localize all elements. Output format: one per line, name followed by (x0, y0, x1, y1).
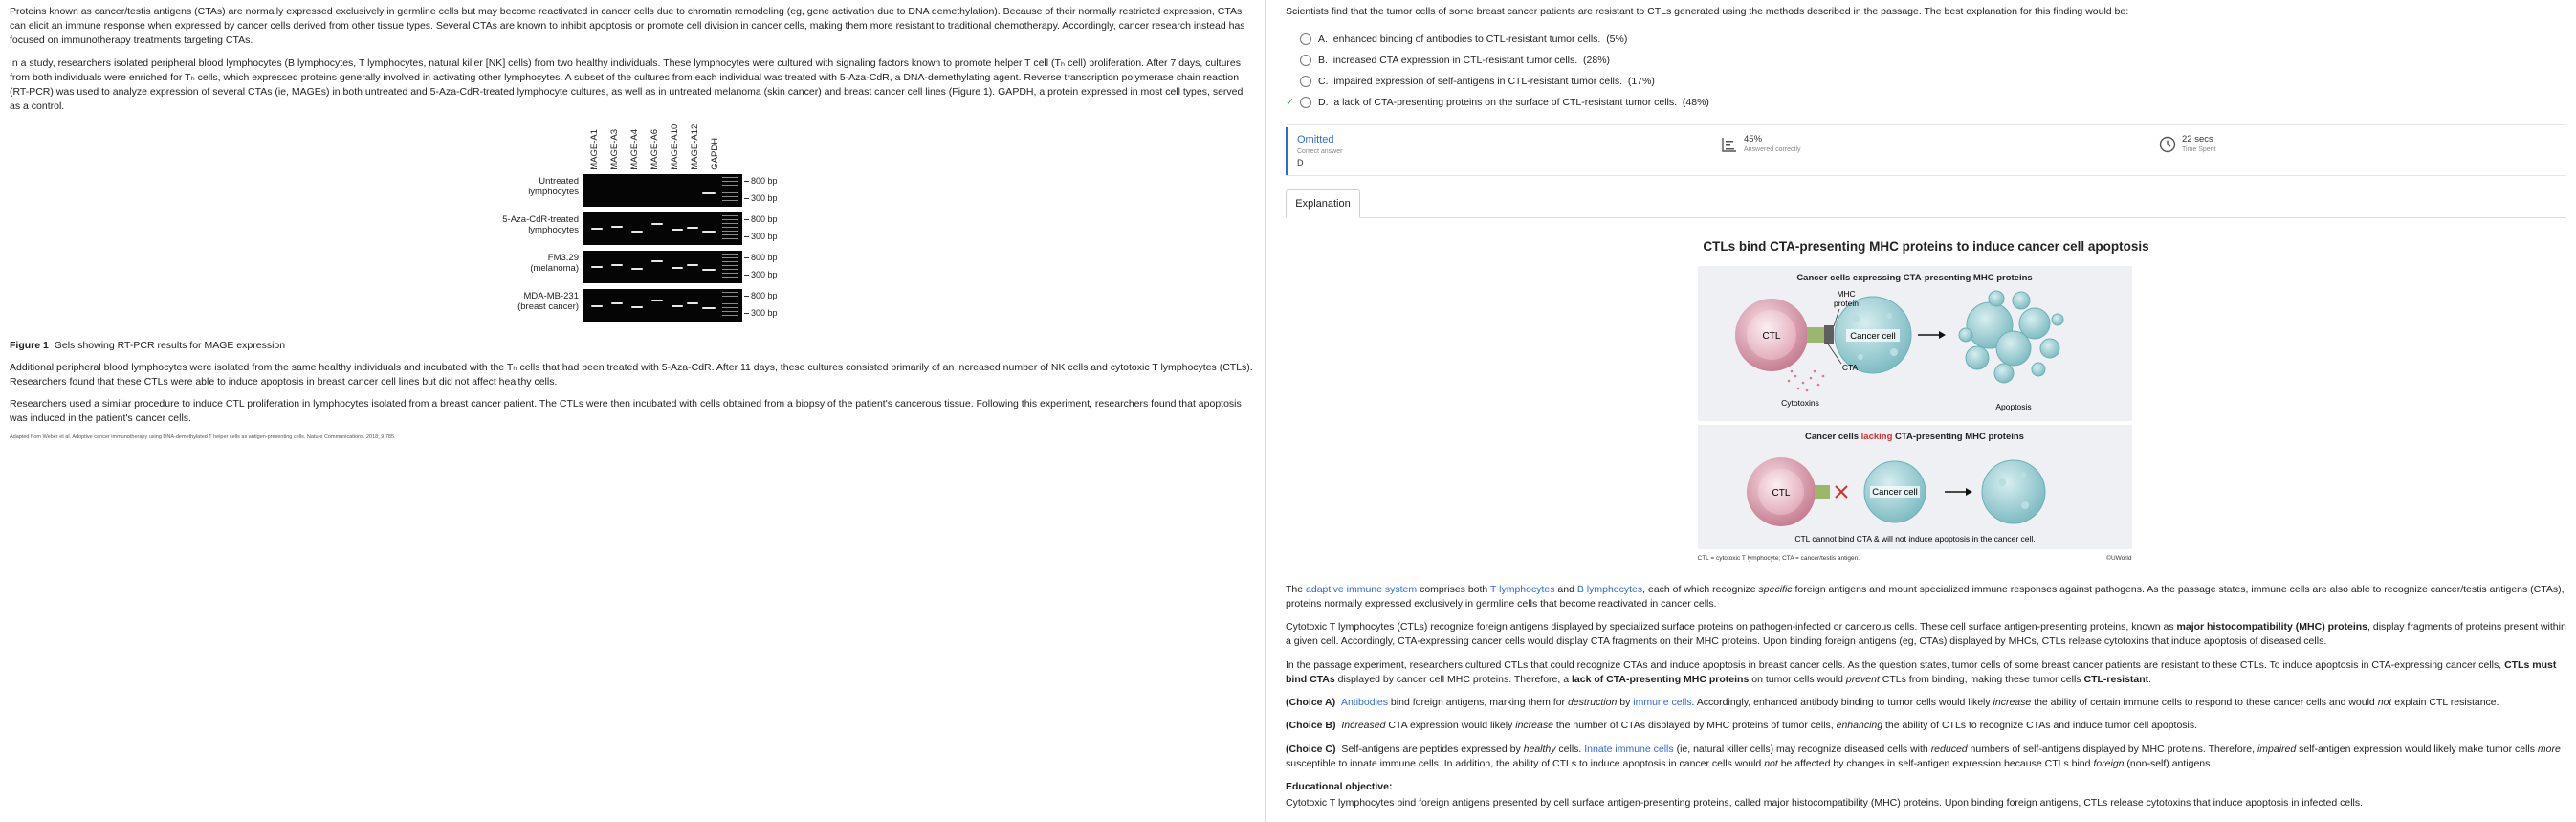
citation: Adapted from Weber et al. Adoptive cancer immunotherapy using DNA-demethylated T helper cells as antigen-presenting cells. Nature Communications. 2018; 9:785. (10, 433, 396, 440)
lane-label: MAGE-A4 (629, 128, 641, 170)
link-adaptive-immune-system[interactable]: adaptive immune system (1306, 583, 1418, 595)
radio-button[interactable] (1300, 55, 1311, 66)
svg-text:protein: protein (1833, 298, 1859, 308)
explanation-paragraph-3: In the passage experiment, researchers cultured CTLs that could recognize CTAs and induce apoptosis in breast cancer cells. As the question states, tumor cells of some breast cancer patients are resistant to these CTLs. To induce apoptosis in CTA-expressing cancer cells, CTLs must bind CTAs displayed by cancer cell MHC proteins. Therefore, a lack of CTA-presenting MHC proteins on tumor cells would prevent CTLs from binding, making these tumor cells CTL-resistant. (1286, 658, 2557, 685)
panel-divider[interactable] (1265, 0, 1266, 822)
gel-figure (10, 122, 1265, 333)
gel-row-melanoma (10, 251, 870, 283)
question-stem: Scientists find that the tumor cells of some breast cancer patients are resistant to CTLs generated using the methods described in the passage. The best explanation for this finding would be: (1286, 6, 2129, 17)
lane-label: MAGE-A3 (609, 128, 621, 170)
gel-row-untreated (10, 174, 870, 207)
ctl-no-binding-diagram (1698, 425, 2132, 549)
explanation-illustration (1698, 266, 2132, 564)
svg-text:Cancer cell: Cancer cell (1849, 330, 1896, 342)
passage-panel (0, 0, 1265, 822)
link-innate-immune-cells[interactable]: Innate immune cells (1584, 743, 1674, 755)
illustration-panel-no-binding (1698, 425, 2132, 549)
radio-button[interactable] (1300, 97, 1311, 108)
gel-row-breast-cancer (10, 289, 870, 322)
explanation-title: CTLs bind CTA-presenting MHC proteins to induce cancer cell apoptosis (1703, 239, 2149, 255)
bp-marker-800: 800 bp (744, 213, 778, 226)
illustration-title: Cancer cells expressing CTA-presenting MHC proteins (1796, 272, 2033, 283)
radio-button[interactable] (1300, 33, 1311, 45)
svg-text:CTL cannot bind CTA & will not: CTL cannot bind CTA & will not induce apoptosis in the cancer cell. (1794, 533, 2036, 544)
educational-objective-text: Cytotoxic T lymphocytes bind foreign antigens presented by cell surface antigen-presenting proteins, called major histocompatibility (MHC) proteins. Upon binding foreign antigens, CTLs release cytotoxins that induce apoptosis in infected cells. (1286, 797, 2364, 810)
svg-text:Cytotoxins: Cytotoxins (1780, 397, 1819, 408)
answer-choice-c[interactable]: C. impaired expression of self-antigens in CTL-resistant tumor cells. (17%) (1286, 71, 2566, 92)
explanation-paragraph-1: The adaptive immune system comprises both T lymphocytes and B lymphocytes, each of which recognize specific foreign antigens and mount specialized immune responses against pathogens. As the passage states, immune cells are also able to recognize cancer/testis antigens (CTAs), proteins normally expressed exclusively in germline cells that become reactivated in cancer cells. (1286, 583, 2565, 610)
ctl-binding-diagram (1698, 266, 2132, 421)
stat-answered-correctly: 45% Answered correctly (1744, 133, 1801, 154)
explanation-choice-a: (Choice A) Antibodies bind foreign antigens, marking them for destruction by immune cells. Accordingly, enhanced antibody binding to tumor cells would likely increase the ability of certain immune cells to respond to these cancer cells and would not explain CTL resistance. (1286, 697, 2499, 709)
question-panel (1276, 0, 2576, 822)
passage-paragraph-4: Researchers used a similar procedure to induce CTL proliferation in lymphocytes isolated from a breast cancer patient. The CTLs were then incubated with cells obtained from a biopsy of the patient's cancerous tissue. Following this experiment, researchers found that apoptosis was induced in the patient's cancer cells. (10, 398, 1242, 425)
lane-label: MAGE-A6 (650, 128, 661, 170)
gel-row-label: FM3.29 (melanoma) (530, 252, 579, 275)
bar-chart-icon (1721, 136, 1738, 153)
answer-choice-d[interactable]: ✓ D. a lack of CTA-presenting proteins on the surface of CTL-resistant tumor cells. (48%) (1286, 92, 2566, 113)
bp-marker-800: 800 bp (744, 175, 778, 188)
tab-bar (1286, 189, 2566, 218)
gel-row-label: 5-Aza-CdR-treated lymphocytes (502, 213, 579, 236)
status-accent (1286, 127, 1288, 175)
answer-choice-b[interactable]: B. increased CTA expression in CTL-resistant tumor cells. (28%) (1286, 50, 2566, 71)
answer-choice-a[interactable]: A. enhanced binding of antibodies to CTL-resistant tumor cells. (5%) (1286, 29, 2566, 50)
link-t-lymphocytes[interactable]: T lymphocytes (1490, 583, 1555, 595)
passage-paragraph-2: In a study, researchers isolated peripheral blood lymphocytes (B lymphocytes, T lymphocytes, natural killer [NK] cells) from two healthy individuals. These lymphocytes were cultured with signaling factors known to promote helper T cell (Tₕ cell) proliferation. After 7 days, cultures from both individuals were enriched for Tₕ cells, which expressed proteins generally involved in activating other lymphocytes. A subset of the cultures from each individual was treated with 5-Aza-CdR, a DNA-demethylating agent. Reverse transcription polymerase chain reaction (RT-PCR) was used to analyze expression of several CTAs (ie, MAGEs) in both untreated and 5-Aza-CdR-treated lymphocyte cultures, as well as in untreated melanoma (skin cancer) and breast cancer cell lines (Figure 1). GAPDH, a protein expressed in most cell types, served as a control. (10, 56, 1244, 113)
gel-image (583, 289, 742, 322)
illustration-footnote: CTL = cytotoxic T lymphocyte; CTA = cancer/testis antigen. (1697, 554, 1860, 562)
tab-explanation[interactable]: Explanation (1286, 189, 1360, 218)
lane-label: MAGE-A12 (690, 123, 701, 170)
bp-marker-800: 800 bp (744, 252, 778, 264)
stat-time-spent: 22 secs Time Spent (2182, 133, 2216, 154)
gel-row-label: Untreated lymphocytes (528, 175, 579, 198)
link-immune-cells[interactable]: immune cells (1633, 697, 1692, 709)
bp-marker-300: 300 bp (744, 231, 778, 243)
gel-row-treated (10, 212, 870, 245)
link-antibodies[interactable]: Antibodies (1340, 697, 1389, 709)
illustration-title: Cancer cells lacking CTA-presenting MHC proteins (1805, 431, 2024, 442)
bp-marker-300: 300 bp (744, 269, 778, 281)
svg-text:MHC: MHC (1836, 288, 1856, 299)
gel-row-label: MDA-MB-231 (breast cancer) (517, 290, 579, 313)
gel-image (583, 251, 742, 283)
svg-text:CTA: CTA (1841, 362, 1858, 372)
lane-label: MAGE-A1 (589, 128, 601, 170)
passage-paragraph-1: Proteins known as cancer/testis antigens (CTAs) are normally expressed exclusively in germline cells but may become reactivated in cancer cells due to chromatin remodeling (eg, gene activation due to DNA demethylation). Because of their normally restricted expression, CTAs can elicit an immune response when expressed by cancer cells derived from other tissue types. Several CTAs are known to inhibit apoptosis or promote cell division in cancer cells, making them more resistant to traditional chemotherapy. Accordingly, cancer research instead has focused on immunotherapy treatments targeting CTAs. (10, 6, 1245, 47)
passage-paragraph-3: Additional peripheral blood lymphocytes were isolated from the same healthy individuals and incubated with the Tₕ cells that had been treated with 5-Aza-CdR. After 11 days, these cultures consisted primarily of an increased number of NK cells and cytotoxic T lymphocytes (CTLs). Researchers found that these CTLs were able to induce apoptosis in breast cancer cell lines but did not affect healthy cells. (10, 361, 1253, 388)
clock-icon (2159, 136, 2176, 153)
status-omitted: Omitted Correct answer D (1297, 134, 1343, 167)
link-b-lymphocytes[interactable]: B lymphocytes (1576, 583, 1643, 595)
svg-text:Cancer cell: Cancer cell (1871, 486, 1918, 498)
bp-marker-800: 800 bp (744, 290, 778, 302)
figure-caption: Figure 1 Gels showing RT-PCR results for MAGE expression (10, 339, 286, 351)
svg-text:Apoptosis: Apoptosis (1994, 401, 2032, 411)
educational-objective-title: Educational objective: (1286, 780, 1393, 792)
lane-label: MAGE-A10 (670, 123, 681, 170)
svg-text:CTL: CTL (1772, 487, 1790, 499)
explanation-body (1286, 583, 2566, 811)
lane-label: GAPDH (710, 137, 721, 170)
illustration-credit: ©UWorld (2106, 554, 2132, 562)
bp-marker-300: 300 bp (744, 307, 778, 320)
checkmark-icon: ✓ (1286, 97, 1295, 109)
svg-text:CTL: CTL (1762, 330, 1780, 342)
bp-marker-300: 300 bp (744, 192, 778, 205)
explanation-choice-c: (Choice C) Self-antigens are peptides expressed by healthy cells. Innate immune cells (ie, natural killer cells) may recognize diseased cells with reduced numbers of self-antigens displayed by MHC proteins. Therefore, impaired self-antigen expression would likely make tumor cells more susceptible to innate immune cells. In addition, the ability of CTLs to induce apoptosis in cancer cells would not be affected by changes in self-antigen expression because CTLs bind foreign (non-self) antigens. (1286, 743, 2561, 769)
explanation-paragraph-2: Cytotoxic T lymphocytes (CTLs) recognize foreign antigens displayed by specialized surface proteins on pathogen-infected or cancerous cells. These cell surface antigen-presenting proteins, known as major histocompatibility (MHC) proteins, display fragments of proteins present within a given cell. Accordingly, CTA-expressing cancer cells would display CTA fragments on their MHC proteins. Upon binding foreign antigens (eg, CTAs) displayed by MHCs, CTLs release cytotoxins that induce apoptosis of diseased cells. (1286, 621, 2566, 648)
gel-image (583, 174, 742, 207)
explanation-choice-b: (Choice B) Increased CTA expression would likely increase the number of CTAs displayed by MHC proteins of tumor cells, enhancing the ability of CTLs to recognize CTAs and induce tumor cell apoptosis. (1286, 720, 2198, 732)
result-stats-bar (1286, 124, 2566, 176)
radio-button[interactable] (1300, 76, 1311, 87)
gel-image (583, 212, 742, 245)
illustration-panel-binding (1698, 266, 2132, 421)
